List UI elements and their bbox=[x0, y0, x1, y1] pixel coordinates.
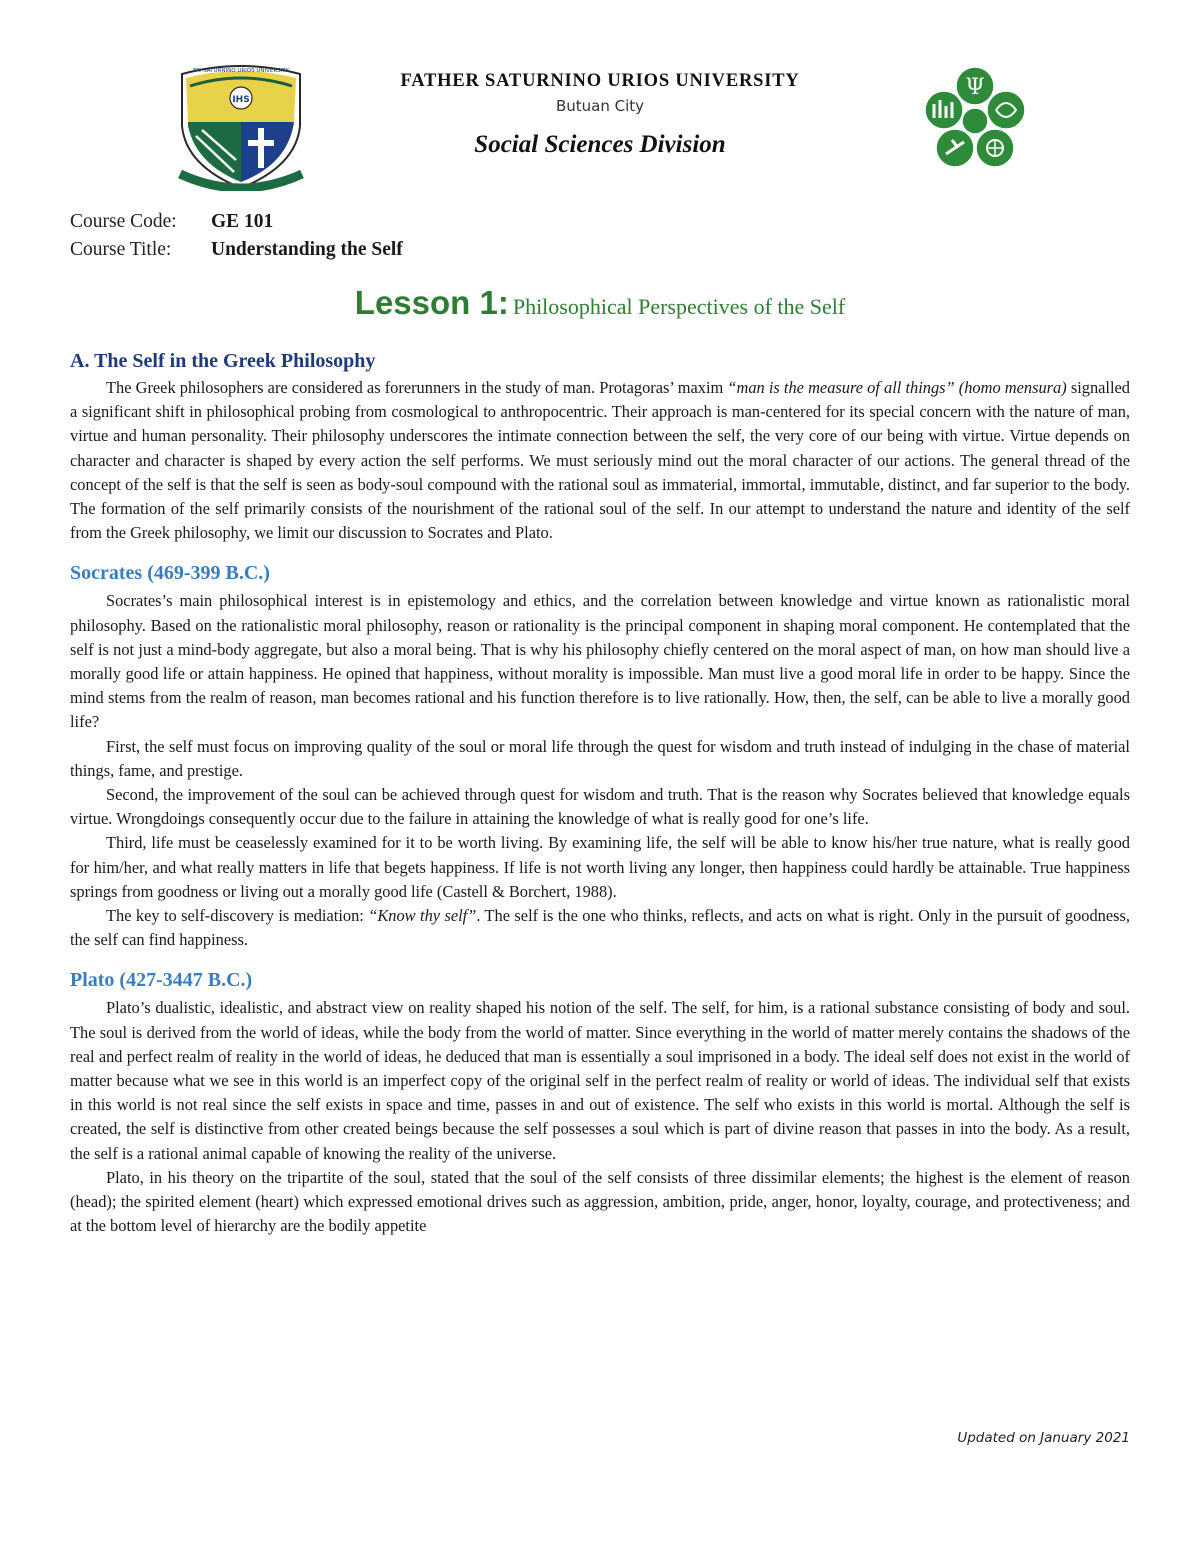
plato-heading: Plato (427-3447 B.C.) bbox=[70, 969, 253, 992]
course-title-row bbox=[70, 236, 403, 264]
lesson-title bbox=[0, 284, 1200, 322]
paragraph: The key to self-discovery is mediation: “Know thy self”. The self is the one who thinks, reflects, and acts on what is right. Only in the pursuit of goodness, the self can find happiness. bbox=[70, 906, 1131, 950]
course-info bbox=[70, 208, 403, 264]
lesson-content bbox=[70, 346, 1130, 1239]
paragraph: First, the self must focus on improving quality of the soul or moral life through the quest for wisdom and truth instead of indulging in the chase of material things, fame, and prestige. bbox=[70, 736, 1130, 780]
division-name: Social Sciences Division bbox=[474, 131, 726, 158]
lesson-subtitle: Philosophical Perspectives of the Self bbox=[512, 294, 846, 319]
social-sciences-logo bbox=[922, 66, 1028, 172]
course-title-value: Understanding the Self bbox=[211, 239, 403, 260]
paragraph: Plato, in his theory on the tripartite of the soul, stated that the soul of the self consists of three dissimilar elements; the highest is the element of reason (head); the spirited element (heart) which expressed emotional drives such as aggression, ambition, pride, anger, honor, loyalty, courage, and protectiveness; and at the bottom level of hierarchy are the bodily appetite bbox=[70, 1167, 1130, 1236]
course-code-value: GE 101 bbox=[211, 211, 274, 232]
paragraph: The Greek philosophers are considered as forerunners in the study of man. Protagoras’ maxim “man is the measure of all things” (homo mensura) signalled a significant shift in philosophical probing from cosmological to anthropocentric. Their approach is man-centered for its special concern with the nature of man, virtue and human personality. Their philosophy underscores the intimate connection between the self, the very core of our being with virtue. Virtue depends on character and character is shaped by every action the self performs. We must seriously mind out the moral character of our actions. The general thread of the concept of the self is that the self is seen as body-soul compound with the rational soul as immaterial, immortal, immutable, distinct, and far superior to the body. The formation of the self primarily consists of the nourishment of the rational soul of the self. In our attempt to understand the nature and identity of the self from the Greek philosophy, we limit our discussion to Socrates and Plato. bbox=[70, 378, 1130, 543]
course-title-label: Course Title: bbox=[70, 239, 172, 260]
socrates-heading: Socrates (469-399 B.C.) bbox=[70, 562, 270, 585]
paragraph: Second, the improvement of the soul can be achieved through quest for wisdom and truth. That is the reason why Socrates believed that knowledge equals virtue. Wrongdoings consequently occur due to the failure in attaining the knowledge of what is really good for one’s life. bbox=[70, 785, 1130, 829]
paragraph: Plato’s dualistic, idealistic, and abstract view on reality shaped his notion of the self. The self, for him, is a rational substance consisting of body and soul. The soul is derived from the world of ideas, while the body from the world of matter. Since everything in the world of matter merely contains the shadows of the real and perfect realm of reality in the world of ideas, he deduced that man is essentially a soul imprisoned in a body. The ideal self does not exist in the world of matter because what we see in this world is an imperfect copy of the original self in the perfect realm of reality or world of ideas. The individual self that exists in this world is not real since the self exists in space and time, passes in and out of existence. The self who exists in this world is mortal. Although the self is created, the self is distinctive from other created beings because the self possesses a soul which is part of divine reason that passes in into the body. As a result, the self is a rational animal capable of knowing the reality of the universe. bbox=[70, 998, 1130, 1163]
document-header bbox=[0, 0, 1200, 200]
course-code-label: Course Code: bbox=[70, 211, 177, 232]
paragraph: Third, life must be ceaselessly examined for it to be worth living. By examining life, the self will be able to know his/her true nature, what is really good for him/her, and what really matters in life that begets happiness. If life is not worth living any longer, then happiness could hardly be attainable. True happiness springs from goodness or living out a morally good life (Castell & Borchert, 1988). bbox=[70, 833, 1130, 901]
university-city: Butuan City bbox=[555, 97, 645, 115]
paragraph: Socrates’s main philosophical interest is in epistemology and ethics, and the correlation between knowledge and virtue known as rationalistic moral philosophy. Based on the rationalistic moral philosophy, reason or rationality is the principal component in shaping moral component. He contemplated that the self is not just a mind-body aggregate, but also a moral being. That is why his philosophy chiefly centered on the moral aspect of man, on how man should live a morally good life or attain happiness. He opined that happiness, without morality is impossible. Man must live a good moral life in order to be happy. Since the mind stems from the realm of reason, man becomes rational and his function therefore is to live rationally. How, then, the self, can be able to live a morally good life? bbox=[70, 591, 1130, 732]
know-thyself-quote: “Know thy self” bbox=[368, 906, 477, 926]
svg-text:FR. SATURNINO URIOS UNIVERSITY: FR. SATURNINO URIOS UNIVERSITY bbox=[192, 68, 290, 74]
university-name: FATHER SATURNINO URIOS UNIVERSITY bbox=[400, 71, 800, 91]
course-code-row bbox=[70, 208, 403, 236]
svg-text:IHS: IHS bbox=[232, 95, 250, 105]
updated-footer: Updated on January 2021 bbox=[957, 1430, 1130, 1446]
svg-text:Ψ: Ψ bbox=[965, 75, 985, 100]
lesson-number: Lesson 1: bbox=[354, 284, 509, 321]
section-a-heading: A. The Self in the Greek Philosophy bbox=[70, 350, 376, 372]
maxim-quote: “man is the measure of all things” (homo mensura) bbox=[727, 378, 1067, 397]
